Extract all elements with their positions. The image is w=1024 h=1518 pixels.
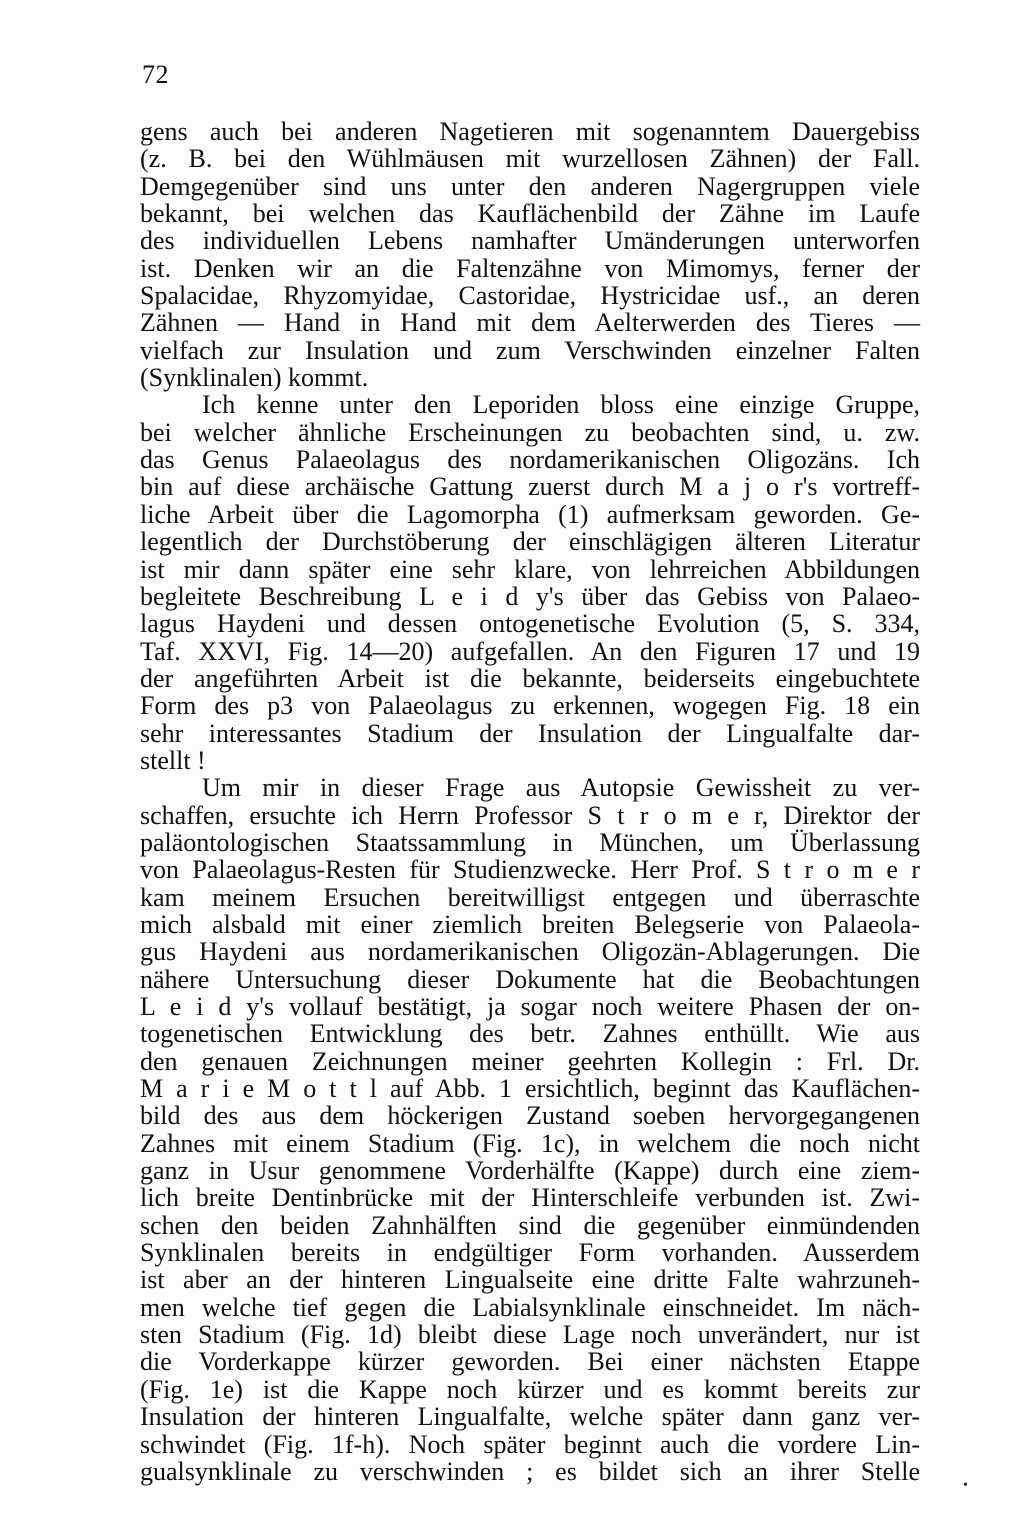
text-line: mich alsbald mit einer ziemlich breiten Belegserie von Palaeola- <box>140 909 920 939</box>
text-line: stellt ! <box>140 745 206 775</box>
text-line: kam meinem Ersuchen bereitwilligst entgegen und überraschte <box>140 882 920 912</box>
text-line: (z. B. bei den Wühlmäusen mit wurzellosen Zähnen) der Fall. <box>140 144 920 174</box>
text-line: paläontologischen Staatssammlung in München, um Überlassung <box>140 827 920 857</box>
text-line: gens auch bei anderen Nagetieren mit sogenanntem Dauergebiss <box>140 117 920 146</box>
text-line: Ich kenne unter den Leporiden bloss eine einzige Gruppe, <box>202 390 920 420</box>
text-line: gus Haydeni aus nordamerikanischen Oligozän-Ablagerungen. Die <box>140 937 920 967</box>
text-line: des individuellen Lebens namhafter Umänderungen unterworfen <box>140 226 920 256</box>
text-line: Zähnen — Hand in Hand mit dem Aelterwerden des Tieres — <box>140 308 920 338</box>
text-line: sten Stadium (Fig. 1d) bleibt diese Lage noch unverändert, nur ist <box>140 1320 920 1350</box>
text-line: legentlich der Durchstöberung der einschlägigen älteren Literatur <box>140 527 920 557</box>
text-line: schen den beiden Zahnhälften sind die gegenüber einmündenden <box>140 1210 920 1240</box>
text-line: Um mir in dieser Frage aus Autopsie Gewissheit zu ver- <box>202 773 920 803</box>
text-line: Spalacidae, Rhyzomyidae, Castoridae, Hystricidae usf., an deren <box>140 281 920 311</box>
text-line: M a r i e M o t t l auf Abb. 1 ersichtlich, beginnt das Kauflächen- <box>140 1074 920 1104</box>
text-line: sehr interessantes Stadium der Insulation der Lingualfalte dar- <box>140 718 920 748</box>
text-line: liche Arbeit über die Lagomorpha (1) aufmerksam geworden. Ge- <box>140 499 920 529</box>
text-line: Insulation der hinteren Lingualfalte, welche später dann ganz ver- <box>140 1402 920 1432</box>
text-line: Demgegenüber sind uns unter den anderen Nagergruppen viele <box>140 171 920 201</box>
text-line: die Vorderkappe kürzer geworden. Bei einer nächsten Etappe <box>140 1347 920 1377</box>
text-line: bekannt, bei welchen das Kauflächenbild der Zähne im Laufe <box>140 199 920 229</box>
text-line: ist. Denken wir an die Faltenzähne von Mimomys, ferner der <box>140 253 920 283</box>
page-number: 72 <box>142 60 169 89</box>
text-line: schaffen, ersuchte ich Herrn Professor S t r o m e r, Direktor der <box>140 800 920 830</box>
text-line: togenetischen Entwicklung des betr. Zahnes enthüllt. Wie aus <box>140 1019 920 1049</box>
text-line: ganz in Usur genommene Vorderhälfte (Kappe) durch eine ziem- <box>140 1156 920 1186</box>
text-line: (Fig. 1e) ist die Kappe noch kürzer und es kommt bereits zur <box>140 1374 920 1404</box>
text-line: Form des p3 von Palaeolagus zu erkennen, wogegen Fig. 18 ein <box>140 691 920 721</box>
text-line: bild des aus dem höckerigen Zustand soeben hervorgegangenen <box>140 1101 920 1131</box>
text-line: lich breite Dentinbrücke mit der Hinterschleife verbunden ist. Zwi- <box>140 1183 920 1213</box>
text-line: bin auf diese archäische Gattung zuerst durch M a j o r's vortreff- <box>140 472 920 502</box>
text-line: Zahnes mit einem Stadium (Fig. 1c), in welchem die noch nicht <box>140 1128 920 1158</box>
text-line: das Genus Palaeolagus des nordamerikanischen Oligozäns. Ich <box>140 445 920 475</box>
text-line: von Palaeolagus-Resten für Studienzwecke. Herr Prof. S t r o m e r <box>140 855 920 885</box>
text-line: L e i d y's vollauf bestätigt, ja sogar noch weitere Phasen der on- <box>140 992 920 1021</box>
text-line: den genauen Zeichnungen meiner geehrten Kollegin : Frl. Dr. <box>140 1046 920 1076</box>
text-line: ist mir dann später eine sehr klare, von lehrreichen Abbildungen <box>140 554 920 584</box>
text-line: men welche tief gegen die Labialsynklinale einschneidet. Im näch- <box>140 1292 920 1322</box>
text-line: begleitete Beschreibung L e i d y's über das Gebiss von Palaeo- <box>140 581 920 611</box>
stray-mark: • <box>963 1478 968 1493</box>
body-text <box>140 118 920 1485</box>
text-line: Taf. XXVI, Fig. 14—20) aufgefallen. An den Figuren 17 und 19 <box>140 636 920 666</box>
text-line: bei welcher ähnliche Erscheinungen zu beobachten sind, u. zw. <box>140 417 920 447</box>
text-line: schwindet (Fig. 1f-h). Noch später beginnt auch die vordere Lin- <box>140 1429 920 1459</box>
text-line: der angeführten Arbeit ist die bekannte, beiderseits eingebuchtete <box>140 663 920 693</box>
text-line: nähere Untersuchung dieser Dokumente hat die Beobachtungen <box>140 964 920 994</box>
text-line: (Synklinalen) kommt. <box>140 363 369 393</box>
text-line: lagus Haydeni und dessen ontogenetische Evolution (5, S. 334, <box>140 609 920 639</box>
text-line: Synklinalen bereits in endgültiger Form vorhanden. Ausserdem <box>140 1238 920 1268</box>
text-line: gualsynklinale zu verschwinden ; es bildet sich an ihrer Stelle <box>140 1456 920 1486</box>
text-line: vielfach zur Insulation und zum Verschwinden einzelner Falten <box>140 335 920 365</box>
text-line: ist aber an der hinteren Lingualseite eine dritte Falte wahrzuneh- <box>140 1265 920 1295</box>
